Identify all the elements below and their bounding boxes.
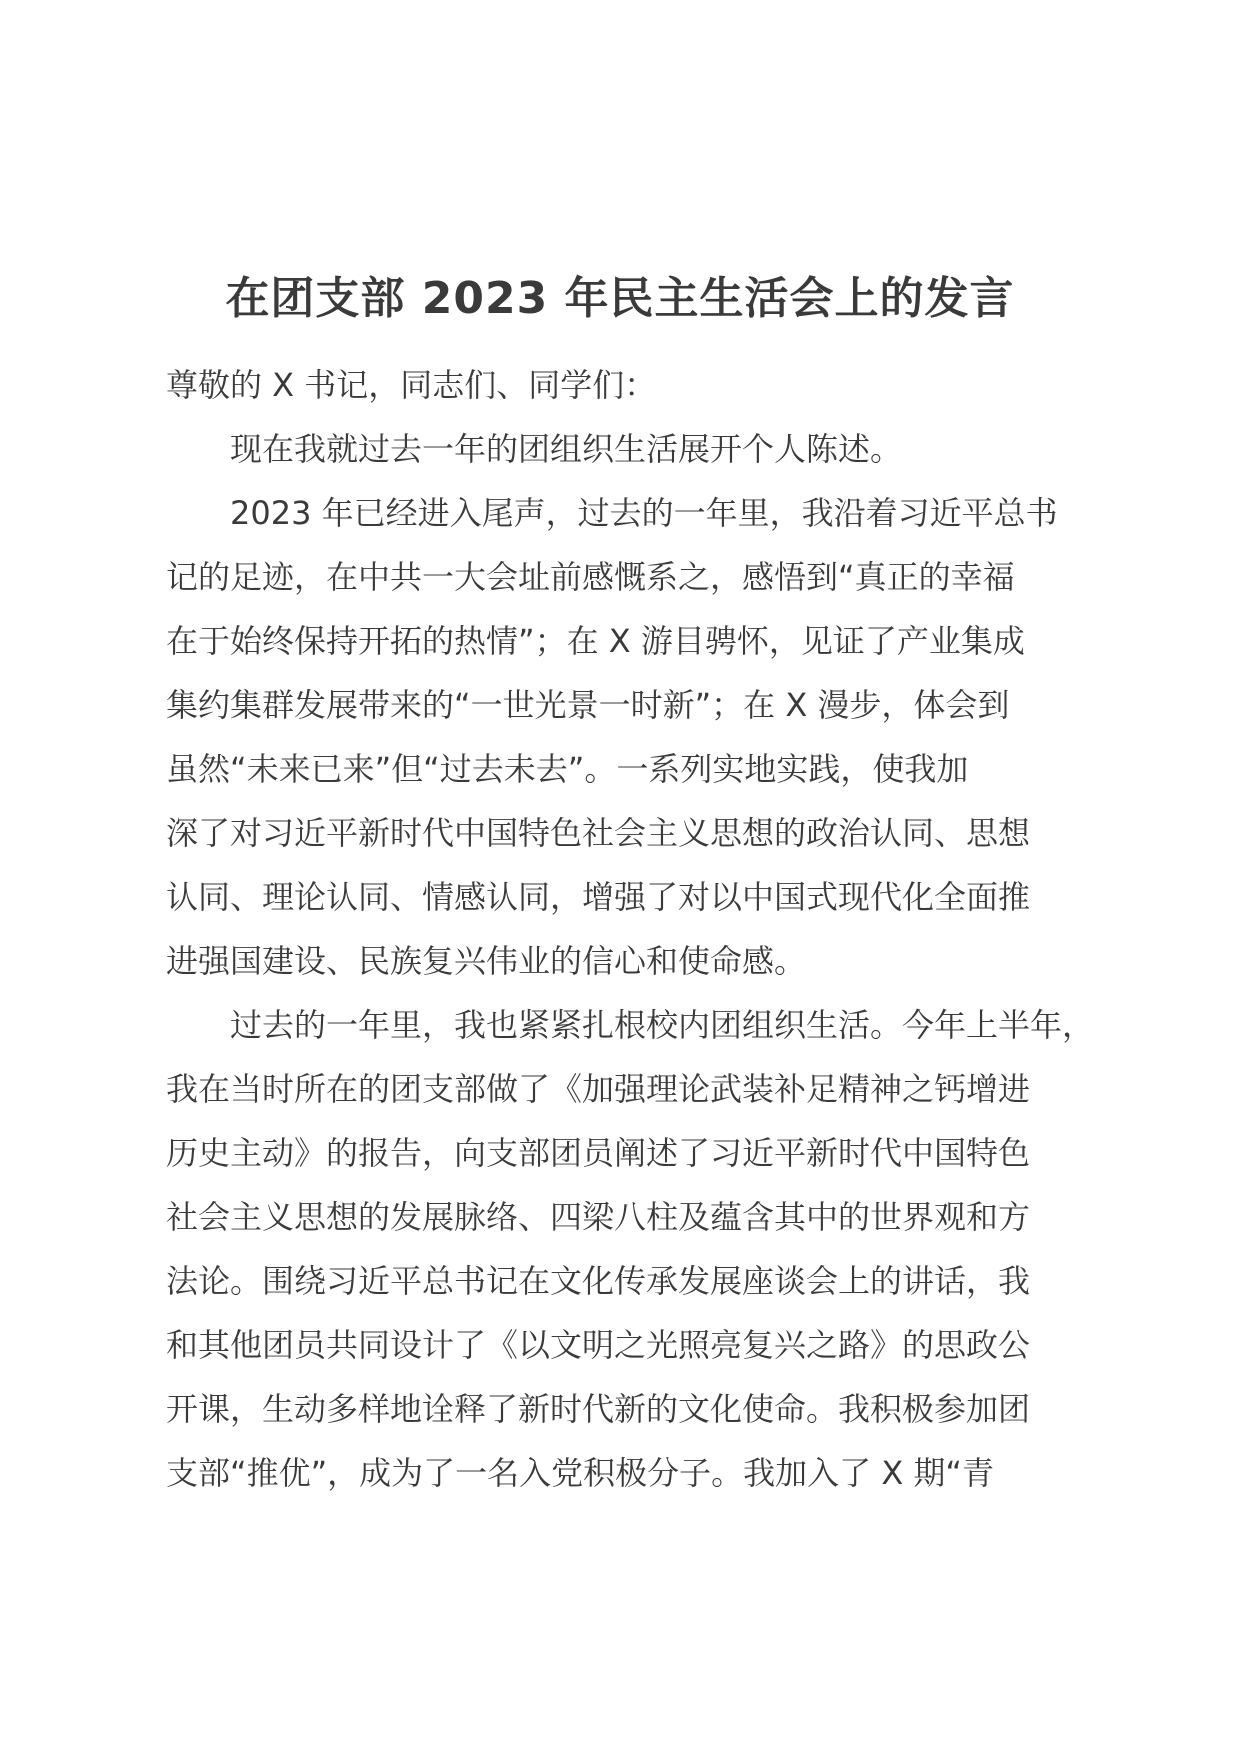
body-line: 和其他团员共同设计了《以文明之光照亮复兴之路》的思政公	[166, 1326, 1031, 1364]
document-title: 在团支部 2023 年民主生活会上的发言	[225, 273, 1015, 324]
body-line: 过去的一年里，我也紧紧扎根校内团组织生活。今年上半年，	[166, 1006, 1095, 1044]
body-line: 深了对习近平新时代中国特色社会主义思想的政治认同、思想	[166, 814, 1031, 852]
body-line: 法论。围绕习近平总书记在文化传承发展座谈会上的讲话，我	[166, 1262, 1031, 1300]
body-line: 2023 年已经进入尾声，过去的一年里，我沿着习近平总书	[166, 494, 1058, 532]
body-line: 尊敬的 X 书记，同志们、同学们：	[166, 366, 657, 404]
body-line: 在于始终保持开拓的热情”；在 X 游目骋怀，见证了产业集成	[166, 622, 1025, 660]
body-line: 虽然“未来已来”但“过去未去”。一系列实地实践，使我加	[166, 750, 969, 788]
body-line: 社会主义思想的发展脉络、四梁八柱及蕴含其中的世界观和方	[166, 1198, 1031, 1236]
body-line: 集约集群发展带来的“一世光景一时新”；在 X 漫步，体会到	[166, 686, 1010, 724]
body-line: 进强国建设、民族复兴伟业的信心和使命感。	[166, 942, 807, 980]
body-line: 记的足迹，在中共一大会址前感慨系之，感悟到“真正的幸福	[166, 558, 1015, 596]
body-line: 开课，生动多样地诠释了新时代新的文化使命。我积极参加团	[166, 1390, 1031, 1428]
body-line: 支部“推优”，成为了一名入党积极分子。我加入了 X 期“青	[166, 1454, 995, 1492]
body-line: 认同、理论认同、情感认同，增强了对以中国式现代化全面推	[166, 878, 1031, 916]
body-line: 历史主动》的报告，向支部团员阐述了习近平新时代中国特色	[166, 1134, 1031, 1172]
body-line: 现在我就过去一年的团组织生活展开个人陈述。	[166, 430, 903, 468]
body-line: 我在当时所在的团支部做了《加强理论武装补足精神之钙增进	[166, 1070, 1031, 1108]
